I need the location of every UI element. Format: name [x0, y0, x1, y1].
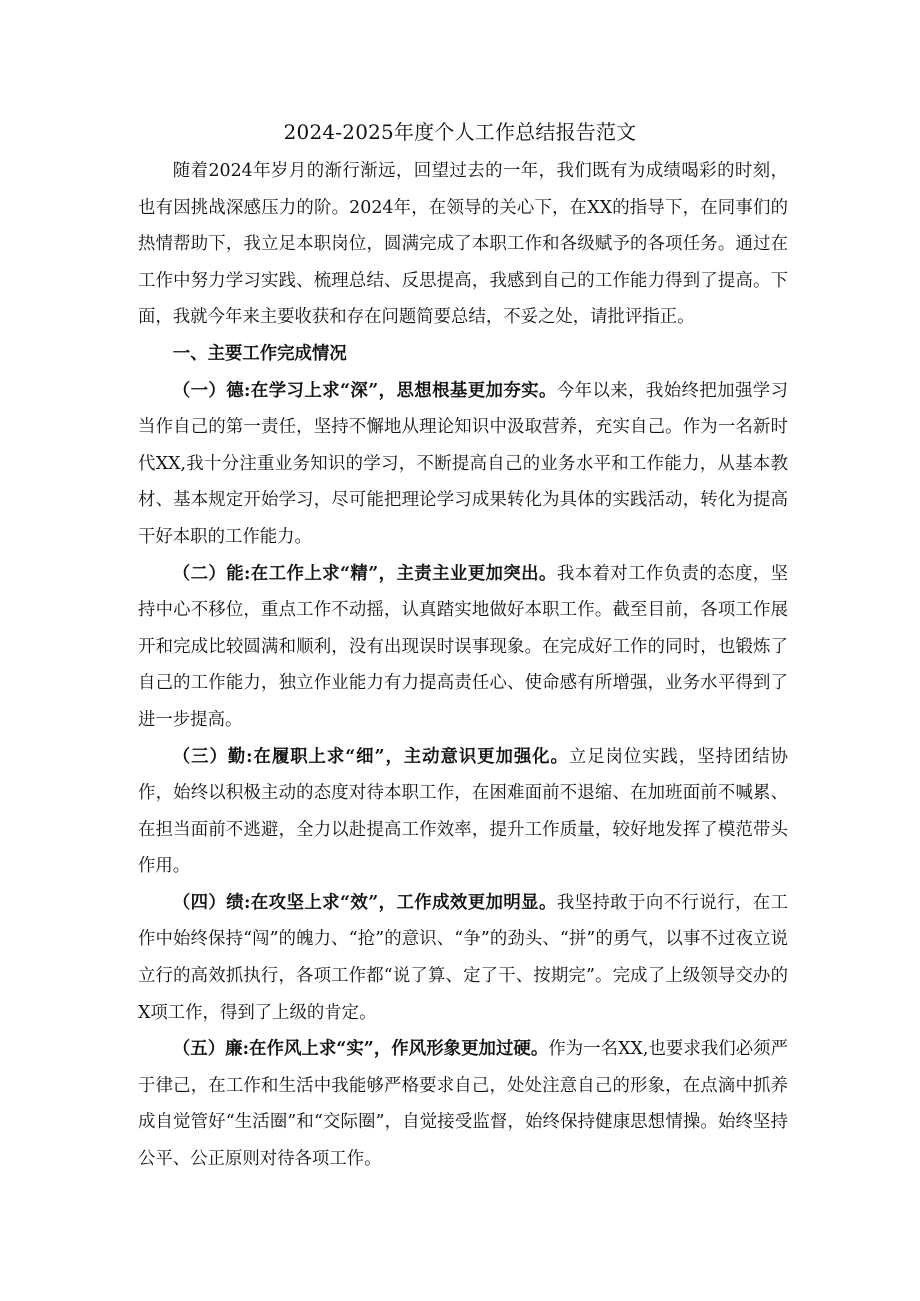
intro-paragraph: 随着2024年岁月的渐行渐远，回望过去的一年，我们既有为成绩喝彩的时刻，也有因挑战深感压力的阶。2024年，在领导的关心下，在XX的指导下，在同事们的热情帮助下，我立足本职岗位，圆满完成了本职工作和各级赋予的各项任务。通过在工作中努力学习实践、梳理总结、反思提高，我感到自己的工作能力得到了提高。下面，我就今年来主要收获和存在问题简要总结，不妥之处，请批评指正。	[138, 161, 788, 328]
section-item-4	[138, 885, 788, 1031]
section-item-3	[138, 739, 788, 885]
item-body: 我本着对工作负责的态度，坚持中心不移位，重点工作不动摇，认真踏实地做好本职工作。截至目前，各项工作展开和完成比较圆满和顺利，没有出现误时误事现象。在完成好工作的同时，也锻炼了自己的工作能力，独立作业能力有力提高责任心、使命感有所增强，业务水平得到了进一步提高。	[138, 563, 788, 730]
section-item-1	[138, 373, 788, 556]
item-body: 今年以来，我始终把加强学习当作自己的第一责任，坚持不懈地从理论知识中汲取营养，充实自己。作为一名新时代XX,我十分注重业务知识的学习，不断提高自己的业务水平和工作能力，从基本教材、基本规定开始学习，尽可能把理论学习成果转化为具体的实践活动，转化为提高干好本职的工作能力。	[138, 380, 788, 547]
item-body: 我坚持敢于向不行说行，在工作中始终保持“闯”的魄力、“抢”的意识、“争”的劲头、“拼”的勇气，以事不过夜立说立行的高效抓执行，各项工作都“说了算、定了干、按期完”。完成了上级领导交办的X项工作，得到了上级的肯定。	[138, 892, 788, 1023]
document-title: 2024-2025年度个人工作总结报告范文	[283, 120, 637, 144]
item-lead: （二）能:在工作上求“精”，主责主业更加突出。	[172, 563, 557, 584]
item-body: 作为一名XX,也要求我们必须严于律己，在工作和生活中我能够严格要求自己，处处注意自己的形象，在点滴中抓养成自觉管好“生活圈”和“交际圈”，自觉接受监督，始终保持健康思想情操。始终坚持公平、公正原则对待各项工作。	[138, 1039, 788, 1170]
item-lead: （一）德:在学习上求“深”，思想根基更加夯实。	[172, 380, 557, 401]
item-lead: （五）廉:在作风上求“实”，作风形象更加过硬。	[172, 1039, 549, 1060]
section-item-2	[138, 556, 788, 739]
item-body: 立足岗位实践，坚持团结协作，始终以积极主动的态度对待本职工作，在困难面前不退缩、在加班面前不喊累、在担当面前不逃避，全力以赴提高工作效率，提升工作质量，较好地发挥了模范带头作用。	[138, 746, 788, 877]
item-lead: （三）勤:在履职上求“细”，主动意识更加强化。	[172, 746, 569, 767]
section-heading: 一、主要工作完成情况	[172, 343, 347, 364]
section-item-5	[138, 1031, 788, 1177]
document-body	[138, 153, 788, 1178]
item-lead: （四）绩:在攻坚上求“效”，工作成效更加明显。	[172, 892, 557, 913]
